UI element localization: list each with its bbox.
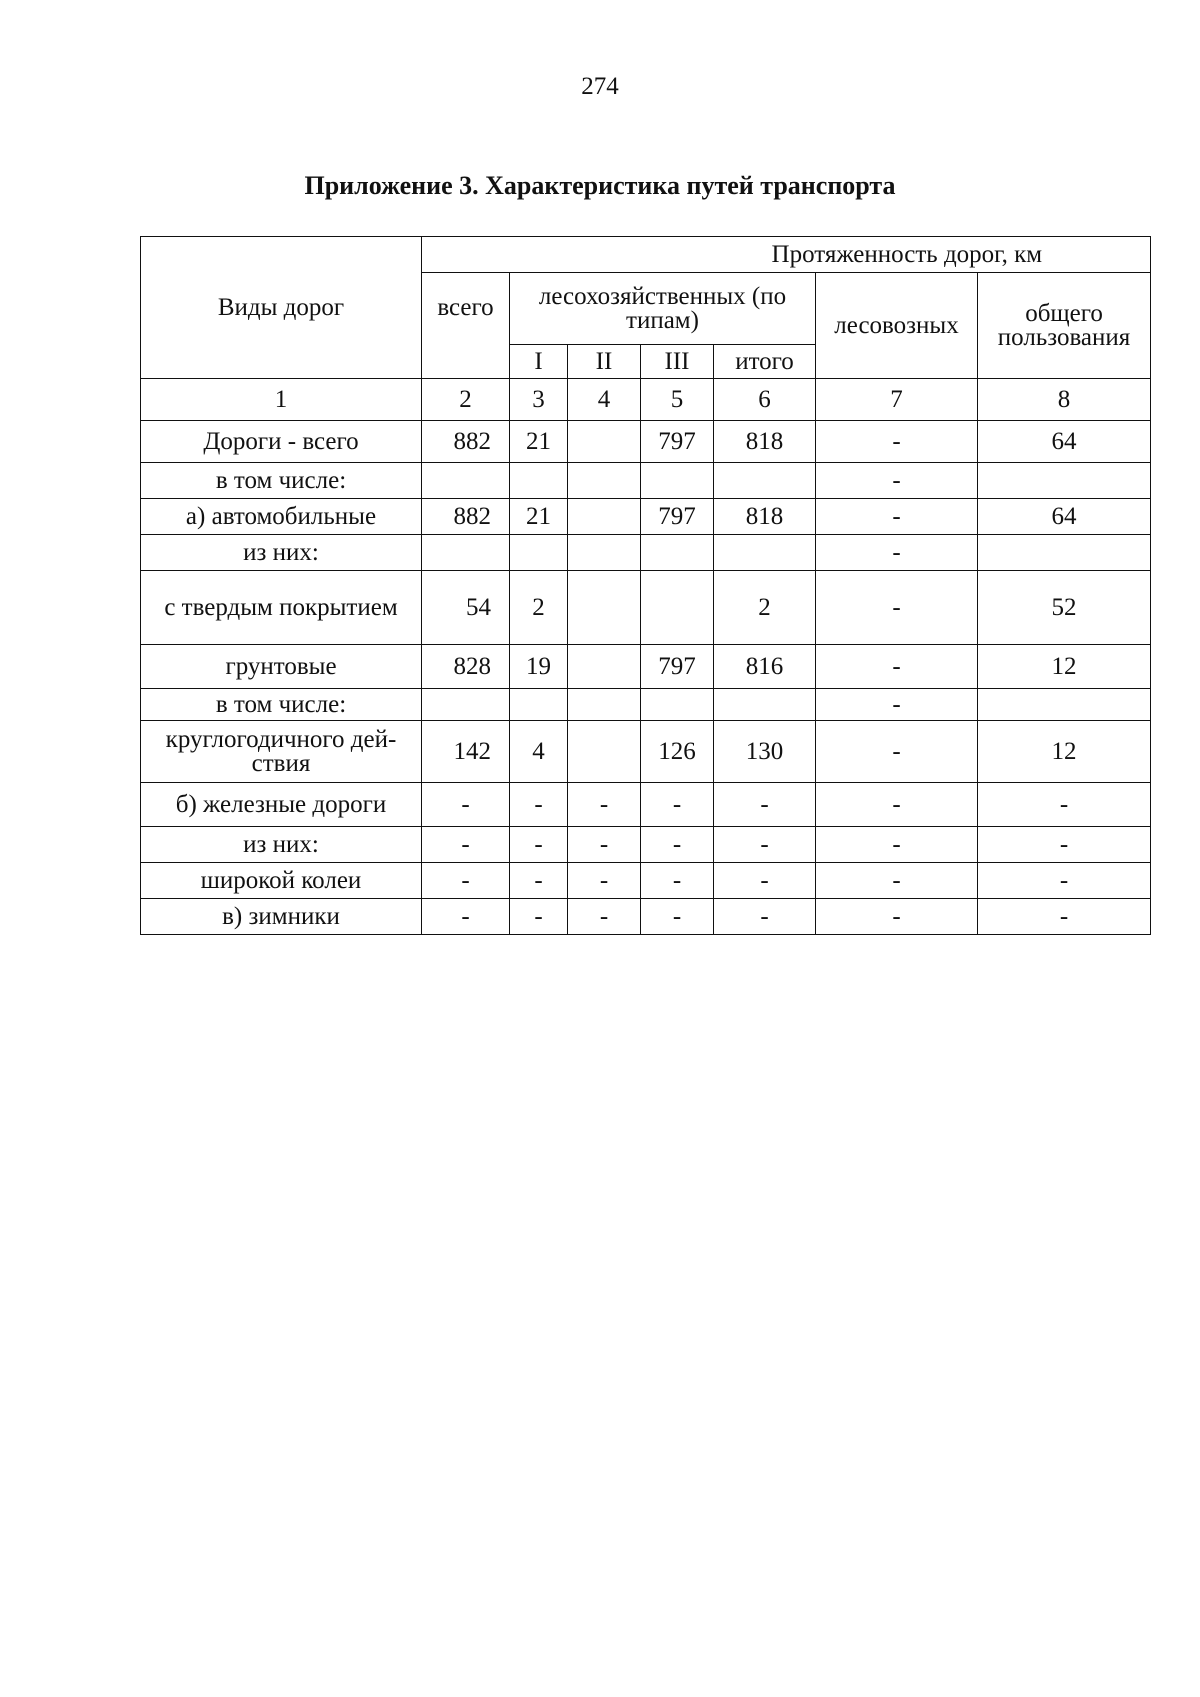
value-cell [568, 421, 641, 463]
value-cell: 64 [978, 421, 1151, 463]
column-number: 4 [568, 379, 641, 421]
column-number: 2 [422, 379, 510, 421]
header-type-i: I [510, 345, 568, 379]
value-cell: 64 [978, 499, 1151, 535]
value-cell: - [641, 863, 714, 899]
value-cell: - [816, 783, 978, 827]
header-forestry-group: лесохозяйственных (по типам) [510, 273, 816, 345]
table-row [141, 783, 1151, 827]
value-cell: 21 [510, 499, 568, 535]
value-cell: - [510, 863, 568, 899]
value-cell: 126 [641, 721, 714, 783]
value-cell: - [510, 827, 568, 863]
value-cell: 54 [422, 571, 510, 645]
table-row [141, 899, 1151, 935]
value-cell: - [714, 899, 816, 935]
value-cell: - [422, 863, 510, 899]
value-cell: - [714, 863, 816, 899]
header-road-types: Виды дорог [141, 237, 422, 379]
table-row [141, 721, 1151, 783]
column-number: 3 [510, 379, 568, 421]
value-cell: 816 [714, 645, 816, 689]
value-cell: 52 [978, 571, 1151, 645]
table-row [141, 689, 1151, 721]
value-cell: - [641, 783, 714, 827]
value-cell: - [510, 783, 568, 827]
value-cell: - [568, 863, 641, 899]
value-cell: 21 [510, 421, 568, 463]
value-cell: 882 [422, 499, 510, 535]
table-row [141, 499, 1151, 535]
value-cell [978, 463, 1151, 499]
row-label-cell: широкой колеи [141, 863, 422, 899]
value-cell [510, 535, 568, 571]
row-label-cell: из них: [141, 827, 422, 863]
column-number: 5 [641, 379, 714, 421]
value-cell [568, 645, 641, 689]
value-cell [641, 535, 714, 571]
table-row [141, 863, 1151, 899]
value-cell: - [816, 463, 978, 499]
value-cell [641, 689, 714, 721]
value-cell: 797 [641, 645, 714, 689]
value-cell: 142 [422, 721, 510, 783]
value-cell: 828 [422, 645, 510, 689]
header-total: всего [422, 273, 510, 379]
value-cell: 797 [641, 499, 714, 535]
column-number: 8 [978, 379, 1151, 421]
value-cell: - [816, 499, 978, 535]
row-label-cell: в том числе: [141, 689, 422, 721]
row-label-cell: Дороги - всего [141, 421, 422, 463]
page-number: 274 [581, 73, 619, 100]
value-cell: 818 [714, 499, 816, 535]
header-type-ii: II [568, 345, 641, 379]
value-cell: - [978, 899, 1151, 935]
value-cell [510, 463, 568, 499]
value-cell: 2 [510, 571, 568, 645]
value-cell: - [816, 863, 978, 899]
value-cell: - [816, 571, 978, 645]
value-cell [422, 463, 510, 499]
table-row [141, 827, 1151, 863]
value-cell: - [568, 827, 641, 863]
value-cell: - [714, 783, 816, 827]
value-cell [978, 535, 1151, 571]
value-cell: - [422, 827, 510, 863]
table-row [141, 535, 1151, 571]
value-cell: - [816, 421, 978, 463]
value-cell [978, 689, 1151, 721]
value-cell [641, 571, 714, 645]
value-cell [510, 689, 568, 721]
table-head [141, 237, 1151, 421]
value-cell: - [422, 899, 510, 935]
value-cell [714, 463, 816, 499]
row-label-cell: из них: [141, 535, 422, 571]
row-label-cell: грунтовые [141, 645, 422, 689]
header-public: общего пользования [978, 273, 1151, 379]
row-label-cell: б) железные дороги [141, 783, 422, 827]
value-cell: 797 [641, 421, 714, 463]
value-cell: - [978, 863, 1151, 899]
value-cell: - [816, 827, 978, 863]
header-subtotal: итого [714, 345, 816, 379]
row-label-cell: в том числе: [141, 463, 422, 499]
value-cell: - [422, 783, 510, 827]
column-number: 6 [714, 379, 816, 421]
value-cell: - [978, 783, 1151, 827]
row-label-cell: в) зимники [141, 899, 422, 935]
table-row [141, 421, 1151, 463]
table-row [141, 645, 1151, 689]
value-cell [568, 499, 641, 535]
column-number: 1 [141, 379, 422, 421]
value-cell: - [816, 645, 978, 689]
header-length-group: Протяженность дорог, км [422, 237, 1151, 273]
table-row [141, 571, 1151, 645]
value-cell: 12 [978, 645, 1151, 689]
value-cell: 2 [714, 571, 816, 645]
value-cell [568, 689, 641, 721]
value-cell: - [568, 783, 641, 827]
value-cell: 818 [714, 421, 816, 463]
value-cell: - [816, 899, 978, 935]
header-row [141, 237, 1151, 273]
value-cell [422, 689, 510, 721]
column-number: 7 [816, 379, 978, 421]
value-cell: - [978, 827, 1151, 863]
value-cell [568, 571, 641, 645]
header-logging: лесовозных [816, 273, 978, 379]
value-cell [714, 689, 816, 721]
value-cell [568, 463, 641, 499]
value-cell [568, 535, 641, 571]
value-cell [422, 535, 510, 571]
header-type-iii: III [641, 345, 714, 379]
value-cell [714, 535, 816, 571]
row-label-cell: с твердым покрытием [141, 571, 422, 645]
roads-table [140, 236, 1151, 935]
value-cell: 19 [510, 645, 568, 689]
value-cell: 882 [422, 421, 510, 463]
column-numbers-row [141, 379, 1151, 421]
table-row [141, 463, 1151, 499]
value-cell: - [816, 689, 978, 721]
value-cell: 4 [510, 721, 568, 783]
value-cell: 12 [978, 721, 1151, 783]
value-cell [641, 463, 714, 499]
value-cell: 130 [714, 721, 816, 783]
document-title: Приложение 3. Характеристика путей транспорта [304, 171, 896, 200]
row-label-cell: а) автомобильные [141, 499, 422, 535]
value-cell: - [641, 899, 714, 935]
value-cell: - [714, 827, 816, 863]
value-cell: - [816, 721, 978, 783]
value-cell: - [568, 899, 641, 935]
value-cell: - [641, 827, 714, 863]
row-label-cell: круглогодичного дей-ствия [141, 721, 422, 783]
value-cell: - [510, 899, 568, 935]
table-body [141, 421, 1151, 935]
value-cell: - [816, 535, 978, 571]
value-cell [568, 721, 641, 783]
